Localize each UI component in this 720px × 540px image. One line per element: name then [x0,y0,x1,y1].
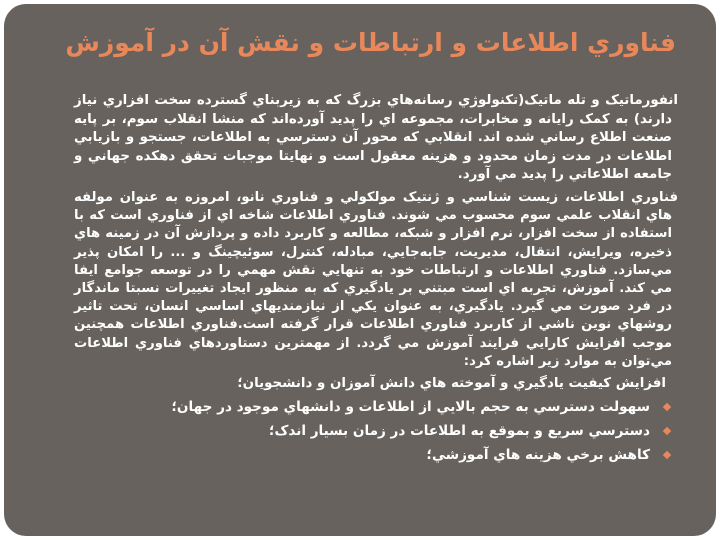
quality-improvement-line: افزايش کيفيت يادگيري و آموخته هاي دانش آموزان و دانشجويان؛ [237,376,666,391]
list-item [74,422,672,440]
list-item [74,446,672,464]
paragraph-informatics: انفورماتيک و تله ماتيک(تکنولوژي رسانه‌هاي بزرگ که به زيربناي گسترده سخت افزاري نياز دارند) به کمک رايانه و مخابرات، مجموعه اي را پديد آورده‌اند که منشا انقلاب سوم، بر پايه صنعت اطلاع رساني شده اند. انقلابي که محور آن دسترسي به اطلاعات، جستجو و بازيابي اطلاعات در مدت زمان محدود و هزينه معقول است و نهايتا موجبات تحقق دهکده جهاني و جامعه اطلاعاتي را پديد مي آورد. [74,93,678,183]
list-item [74,398,672,416]
list-item-text: سهولت دسترسي به حجم بالايي از اطلاعات و دانشهاي موجود در جهان؛ [171,398,650,415]
slide-title: فناوري اطلاعات و ارتباطات و نقش آن در آموزش [65,28,676,57]
bullet-icon [663,402,671,410]
bullet-icon [663,450,671,458]
list-item-text: کاهش برخي هزينه هاي آموزشي؛ [426,446,650,463]
bullet-icon [663,426,671,434]
slide [4,4,716,536]
slide-content [74,92,678,536]
benefits-list [74,398,672,464]
paragraph-it-definition: فناوري اطلاعات، زيست شناسي و ژنتيک مولکولي و فناوري نانو، امروزه به عنوان مولفه هاي انقلاب علمي سوم محسوب مي شوند. فناوري اطلاعات شاخه اي از فناوري است که با استفاده از سخت افزار، نرم افزار و شبکه، مطالعه و کاربرد داده و پردازش آن در زمينه هاي ذخيره، ويرايش، انتقال، مديريت، جابه‌جايي، مبادله، کنترل، سوئيچينگ و ... را امکان پذير مي‌سازد. فناوري اطلاعات و ارتباطات خود به تنهايي نقش مهمي را در توسعه جوامع ايفا مي کند. آموزش، تجربه اي است مبتني بر يادگيري که به منظور ايجاد تغييرات نسبتا ماندگار در فرد صورت مي گيرد. يادگيري، به عنوان يکي از نيازمنديهاي اساسي انسان، تحت تاثير روشهاي نوين ناشي از کاربرد فناوري اطلاعات قرار گرفته است.فناوري اطلاعات همچنين موجب افزايش کارايي فرايند آموزش مي گردد. از مهمترين دستاوردهاي فناوري اطلاعات مي‌توان به موارد زير اشاره کرد: [74,189,678,369]
list-item-text: دسترسي سريع و بموقع به اطلاعات در زمان بسيار اندک؛ [269,422,650,439]
